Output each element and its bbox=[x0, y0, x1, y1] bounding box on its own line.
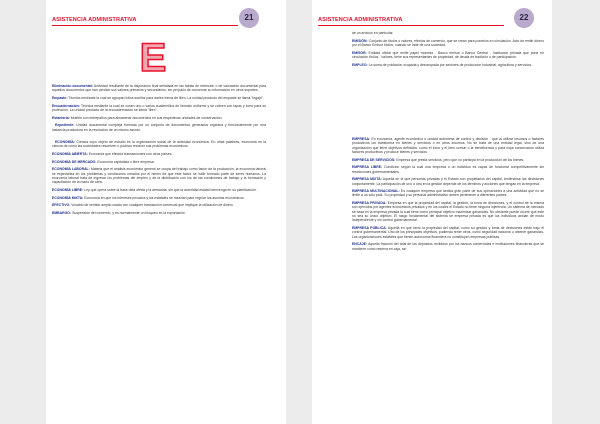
glossary-definition: Suspensión del comercio, y es normalmente un bloqueo en la exportación bbox=[71, 210, 185, 215]
glossary-term: ECONOMÍA: bbox=[55, 139, 76, 144]
glossary-definition: Ley que opera sobre la base dela oferta y la demanda, sin que la autoridad estatal intervenga en su planificación. bbox=[83, 187, 257, 192]
glossary-definition: Vocablo de sentido amplio usado con cualquier transacción comercial que implique la utilización de dinero. bbox=[70, 203, 234, 208]
glossary-term: EMISIÓN: bbox=[352, 38, 368, 43]
glossary-term: Expediente: bbox=[55, 123, 75, 128]
glossary-term: Encuadernación: bbox=[52, 103, 80, 108]
header-rule bbox=[52, 25, 238, 26]
page-left bbox=[46, 0, 286, 424]
glossary-term: EMPRESA DE SERVICIOS: bbox=[352, 157, 396, 162]
glossary-definition: Condición según la cual una empresa o un individuo es capaz de funcionar competitivamente sin restricciones gubernamentales. bbox=[352, 165, 544, 174]
glossary-term: EFECTIVO: bbox=[52, 203, 71, 208]
glossary-definition: Economía en que los intereses privados y los estatales se mezclan para regular los asuntos económicos. bbox=[83, 195, 245, 200]
glossary-entry bbox=[52, 96, 266, 100]
glossary-term: ECONOMÍA MIXTA: bbox=[52, 195, 84, 200]
glossary-definition: Actividad resultante de la disposición final señalada en las tablas de retención o de valoración documental para aquellos documentos que han perdido sus valores primarios y secundarios, sin perjuicio de conservar su información en otros soportes. bbox=[52, 84, 267, 93]
glossary-term: ECONOMÍA ABIERTA: bbox=[52, 151, 88, 156]
glossary-term: Estantería: bbox=[52, 115, 70, 120]
glossary-term: ENCAJE: bbox=[352, 242, 368, 247]
glossary-entry bbox=[352, 63, 544, 67]
glossary-entry bbox=[52, 123, 266, 132]
glossary-entry bbox=[52, 203, 266, 207]
glossary-definition: Unidad documental compleja formada por un conjunto de documentos generados orgánica y funcionalmente por una instancia productora en la resolución de un mismo asunto. bbox=[52, 123, 266, 132]
section-letter: E bbox=[139, 36, 167, 80]
glossary-definition: Economía capitalista o libre empresa. bbox=[96, 159, 155, 164]
glossary-term: EMPRESA PRIVADA: bbox=[352, 201, 387, 206]
glossary-entry bbox=[52, 167, 266, 184]
page-number-badge: 21 bbox=[239, 8, 259, 28]
glossary-definition: La suma de población ocupada y desocupada por sectores de producción Industrial, agricultura y servicios. bbox=[367, 62, 533, 67]
glossary-entry bbox=[352, 158, 544, 162]
glossary-term: Eliminación documental: bbox=[52, 84, 93, 88]
glossary-entry bbox=[352, 165, 544, 174]
glossary-entry bbox=[52, 188, 266, 192]
glossary-term: EMPLEO: bbox=[352, 62, 368, 67]
glossary-definition: Aquella en que tanto la propiedad del capital, como su gestión y toma de decisiones están bajo el control gubernamental. Uno de los principales objetivos, pudiendo tener otros, como seguridad nacional u obtener ganancias. Las organizaciones estatales que tienen autonomía financiera no constituyen empresas públicas. bbox=[352, 226, 545, 239]
glossary-entry bbox=[352, 51, 544, 60]
glossary-term: EMPRESA LIBRE: bbox=[352, 165, 383, 170]
glossary-term: EMBARGO: bbox=[52, 210, 72, 215]
glossary-entry bbox=[52, 104, 266, 113]
glossary-entry bbox=[352, 39, 544, 48]
glossary-entry bbox=[52, 196, 266, 200]
glossary-definition: Es cualquier empresa que dedica gran parte de sus operaciones a una actividad que no se limite a un sólo país. Su propiedad y su personal administrativo deben pertenecer a diferentes países. bbox=[352, 189, 544, 198]
glossary-definition: Entidad oficial que emite papel moneda - Banco emisor o Banco Central - Institución privada que pone en circulación títulos - valores, tiene sus representantes de propiedad, de deuda de tradición o de participación. bbox=[352, 50, 544, 59]
page-header-title: ASISTENCIA ADMINISTRATIVA bbox=[52, 17, 137, 23]
glossary-term: EMPRESA PÚBLICA: bbox=[352, 226, 387, 231]
glossary-entry bbox=[52, 211, 266, 215]
glossary-term: ECONOMÍA LABORAL: bbox=[52, 167, 90, 172]
glossary-definition: Empresa en que la propiedad del capital, la gestión, la toma de decisiones, y el control de la misma son ejercidos por agentes económicos privados y en los cuales el Estado no tiene ninguna injerencia. Un sistema de mercado se basa en la empresa privada la cual tiene como principal objetivo maximizar ganancias. No obstante puede ocurrir que este no sea su único objetivo. El rasgo fundamental del sistema se empresa privada es que los individuos actúan de modo independiente y sin control gubernamental. bbox=[352, 201, 544, 223]
glossary-term: EMPRESA: bbox=[352, 136, 371, 141]
glossary-term: EMPRESA MIXTA: bbox=[352, 177, 382, 182]
glossary-definition: Empresa que presta servicios, pero que no participa en la producción de los bienes. bbox=[395, 157, 525, 162]
glossary-definition: Economía que efectúa transacciones con otros países. bbox=[87, 151, 173, 156]
glossary-entries-left bbox=[52, 84, 266, 215]
glossary-entry bbox=[352, 177, 544, 186]
glossary-entry bbox=[352, 226, 544, 239]
glossary-definition: Ciencia cuyo objeto de estudio es la organización social de la actividad económica. En otras palabras, economía es la ciencia de como las sociedades resuelven o podrían resolver sus problemas económicos. bbox=[52, 139, 266, 149]
page-header-title: ASISTENCIA ADMINISTRATIVA bbox=[318, 17, 403, 23]
glossary-entry bbox=[52, 84, 266, 93]
glossary-term: EMISOR: bbox=[352, 50, 367, 55]
glossary-entry bbox=[52, 140, 266, 149]
glossary-entry bbox=[352, 189, 544, 198]
glossary-definition: Aquella en la que personas privadas y el Estado son propietarios del capital, teniéndose las decisiones conjuntamente. La participación de uno u otro en la gestión depende de los términos y acciones que tengan en la empresa. bbox=[352, 177, 544, 186]
glossary-term: Empaste: bbox=[52, 95, 68, 100]
glossary-entry bbox=[352, 137, 544, 154]
glossary-definition: Aquella fracción del total de los depósitos recibidos por los bancos comerciales e instituciones financieras que se mantiene como reserva en caja, sin bbox=[352, 242, 544, 251]
glossary-definition: Técnica mediante la cual se cosen uno o varios cuadernillos de formato uniforme y se cubren con tapas y lomo para su protección. La unidad producto de la encuadernación se llama "libro". bbox=[52, 103, 266, 112]
glossary-term: EMPRESA MULTINACIONAL: bbox=[352, 189, 400, 194]
glossary-entries-right bbox=[352, 31, 544, 251]
page-number-badge: 22 bbox=[514, 8, 534, 28]
glossary-entry bbox=[352, 201, 544, 222]
header-rule bbox=[318, 25, 504, 26]
glossary-definition: En economía, agente económico o unidad autónoma de control y decisión - que al utilizar insumos o factores productivos los transforma en bienes y servicios o en otros insumos. No se trata de una entidad legal, sino de una organización que tiene objetivos definidos, como el lucro y el bien común o la beneficencia y para cuya consecución utiliza factores productivos y produce bienes y servicios. bbox=[352, 136, 544, 154]
page-right bbox=[312, 0, 552, 424]
glossary-term: ECONOMÍA LIBRE: bbox=[52, 187, 84, 192]
glossary-definition: Materia que el análisis económico general se ocupa del trabajo como factor de la producción, la economía laboral se especializa en los problemas y condiciones creados por el hecho de que este factor se halle formado parte de seres humanos. La economía laboral trata de ingresar los problemas del empleo y de la distribución con los de las condiciones de trabajo y la formación y capacitación de la mano de obra. bbox=[52, 167, 267, 185]
glossary-entry bbox=[352, 242, 544, 251]
glossary-continuation: de un artículo en particular. bbox=[352, 31, 394, 35]
glossary-definition: Conjunto de títulos o valores, efectos de comercio, que se crean para ponerlos en circulación. Acto de emitir dinero por el Banco Emisor títulos, cuando se trate de una sociedad. bbox=[352, 38, 544, 47]
glossary-definition: Técnica mediante la cual se agrupan folios sueltos para darles forma de libro. La unidad producto del empaste se llama "legajo". bbox=[67, 95, 264, 100]
glossary-term: ECONOMÍA DE MERCADO: bbox=[52, 159, 97, 164]
glossary-definition: Mueble con entrepaños para almacenar documentos en sus respectivas unidades de conservación. bbox=[69, 115, 223, 120]
